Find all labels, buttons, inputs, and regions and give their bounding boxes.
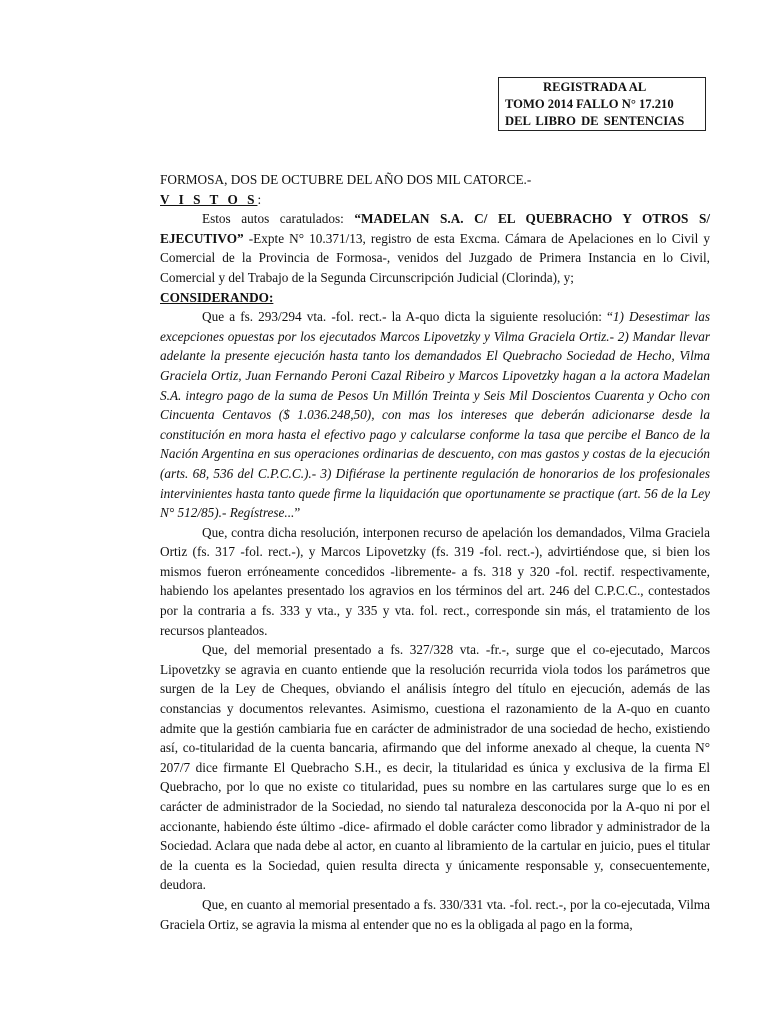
paragraph-appeal: Que, contra dicha resolución, interponen recurso de apelación los demandados, Vilma Graciela Ortiz (fs. 317 -fol. rect.-), y Marcos Lipovetzky (fs. 319 -fol. rect.-), advirtiéndose que, si bien los mismos fueron erróneamente concedidos -libremente- a fs. 318 y 320 -fol. rectif. respectivamente, habiendo los apelantes presentado los agravios en los términos del art. 246 del C.P.C.C., contestados por la contraria a fs. 333 y vta., y 335 y vta. fol. rect., corresponde sin más, el tratamiento de los recursos planteados. [160, 524, 710, 638]
vistos-heading [160, 190, 710, 210]
paragraph-resolution [160, 307, 710, 523]
paragraph-resolution-intro: Que a fs. 293/294 vta. -fol. rect.- la A-quo dicta la siguiente resolución: “ [202, 309, 613, 325]
vistos-colon: : [257, 191, 262, 207]
vistos-label: V I S T O S [160, 191, 258, 207]
paragraph-autos-intro: Estos autos caratulados: [202, 211, 355, 227]
paragraph-lipovetzky-memorial: Que, del memorial presentado a fs. 327/328 vta. -fr.-, surge que el co-ejecutado, Marcos Lipovetzky se agravia en cuanto entiende que la resolución recurrida viola todos los parámetros que surgen de la Ley de Cheques, obviando el análisis íntegro del título en ejecución, además de las constancias y documentos relevantes. Asimismo, cuestiona el razonamiento de la A-quo en cuanto admite que la gestión cambiaria fue en carácter de administrador de una sociedad de hecho, existiendo así, co-titularidad de la cuenta bancaria, afirmando que del informe anexado al cheque, la cuenta N° 207/7 dice firmante El Quebracho S.H., es decir, la titularidad es única y exclusiva de la firma El Quebracho, por lo que no existe co titularidad, pues su nombre en las cartulares surge que lo es en carácter de administrador de la Sociedad, no siendo tal naturaleza desconocida por la A-quo ni por el accionante, habiendo éste último -dice- afirmado el doble carácter como librador y administrador de la Sociedad. Aclara que nada debe al actor, en cuanto al libramiento de la cartular en juicio, pues el titular de la cuenta es la Sociedad, quien resulta directa y únicamente responsable y, consecuentemente, deudora. [160, 642, 710, 893]
case-title: “MADELAN S.A. C/ EL QUEBRACHO Y OTROS S/ EJECUTIVO” [160, 211, 710, 246]
quote-close: ” [294, 505, 301, 521]
quoted-resolution: 1) Desestimar las excepciones opuestas por los ejecutados Marcos Lipovetzky y Vilma Graciela Ortiz.- 2) Mandar llevar adelante la presente ejecución hasta tanto los demandados El Quebracho Sociedad de Hecho, Vilma Graciela Ortiz, Juan Fernando Peroni Cazal Ribeiro y Marcos Lipovetzky hagan a la actora Madelan S.A. integro pago de la suma de Pesos Un Millón Treinta y Seis Mil Doscientos Cuarenta y Ocho con Cincuenta Centavos ($ 1.036.248,50), con mas los intereses que deberán adicionarse desde la constitución en mora hasta el efectivo pago y calcularse conforme la tasa que percibe el Banco de la Nación Argentina en sus operaciones ordinarias de descuento, con mas gastos y costas de la ejecución (arts. 68, 536 del C.P.C.C.).- 3) Difiérase la pertinente regulación de honorarios de los profesionales intervinientes hasta tanto quede firme la liquidación que oportunamente se practique (art. 56 de la Ley N° 512/85).- Regístrese... [160, 309, 710, 521]
stamp-line-registrada: REGISTRADA AL [543, 80, 647, 94]
registration-stamp [498, 77, 706, 131]
document-body [160, 170, 710, 934]
stamp-line-libro: DEL LIBRO DE SENTENCIAS [505, 114, 685, 128]
place-date: FORMOSA, DOS DE OCTUBRE DEL AÑO DOS MIL CATORCE.- [160, 172, 532, 187]
paragraph-autos [160, 209, 710, 287]
considerando-heading [160, 288, 710, 308]
paragraph-ortiz-memorial: Que, en cuanto al memorial presentado a fs. 330/331 vta. -fol. rect.-, por la co-ejecutada, Vilma Graciela Ortiz, se agravia la misma al entender que no es la obligada al pago en la forma, [160, 896, 710, 932]
stamp-line-tomo-fallo: TOMO 2014 FALLO N° 17.210 [505, 97, 674, 111]
paragraph-autos-body: -Expte N° 10.371/13, registro de esta Excma. Cámara de Apelaciones en lo Civil y Comercial de la Provincia de Formosa-, venidos del Juzgado de Primera Instancia en lo Civil, Comercial y del Trabajo de la Segunda Circunscripción Judicial (Clorinda), y; [160, 230, 710, 285]
considerando-label: CONSIDERANDO: [160, 289, 274, 305]
